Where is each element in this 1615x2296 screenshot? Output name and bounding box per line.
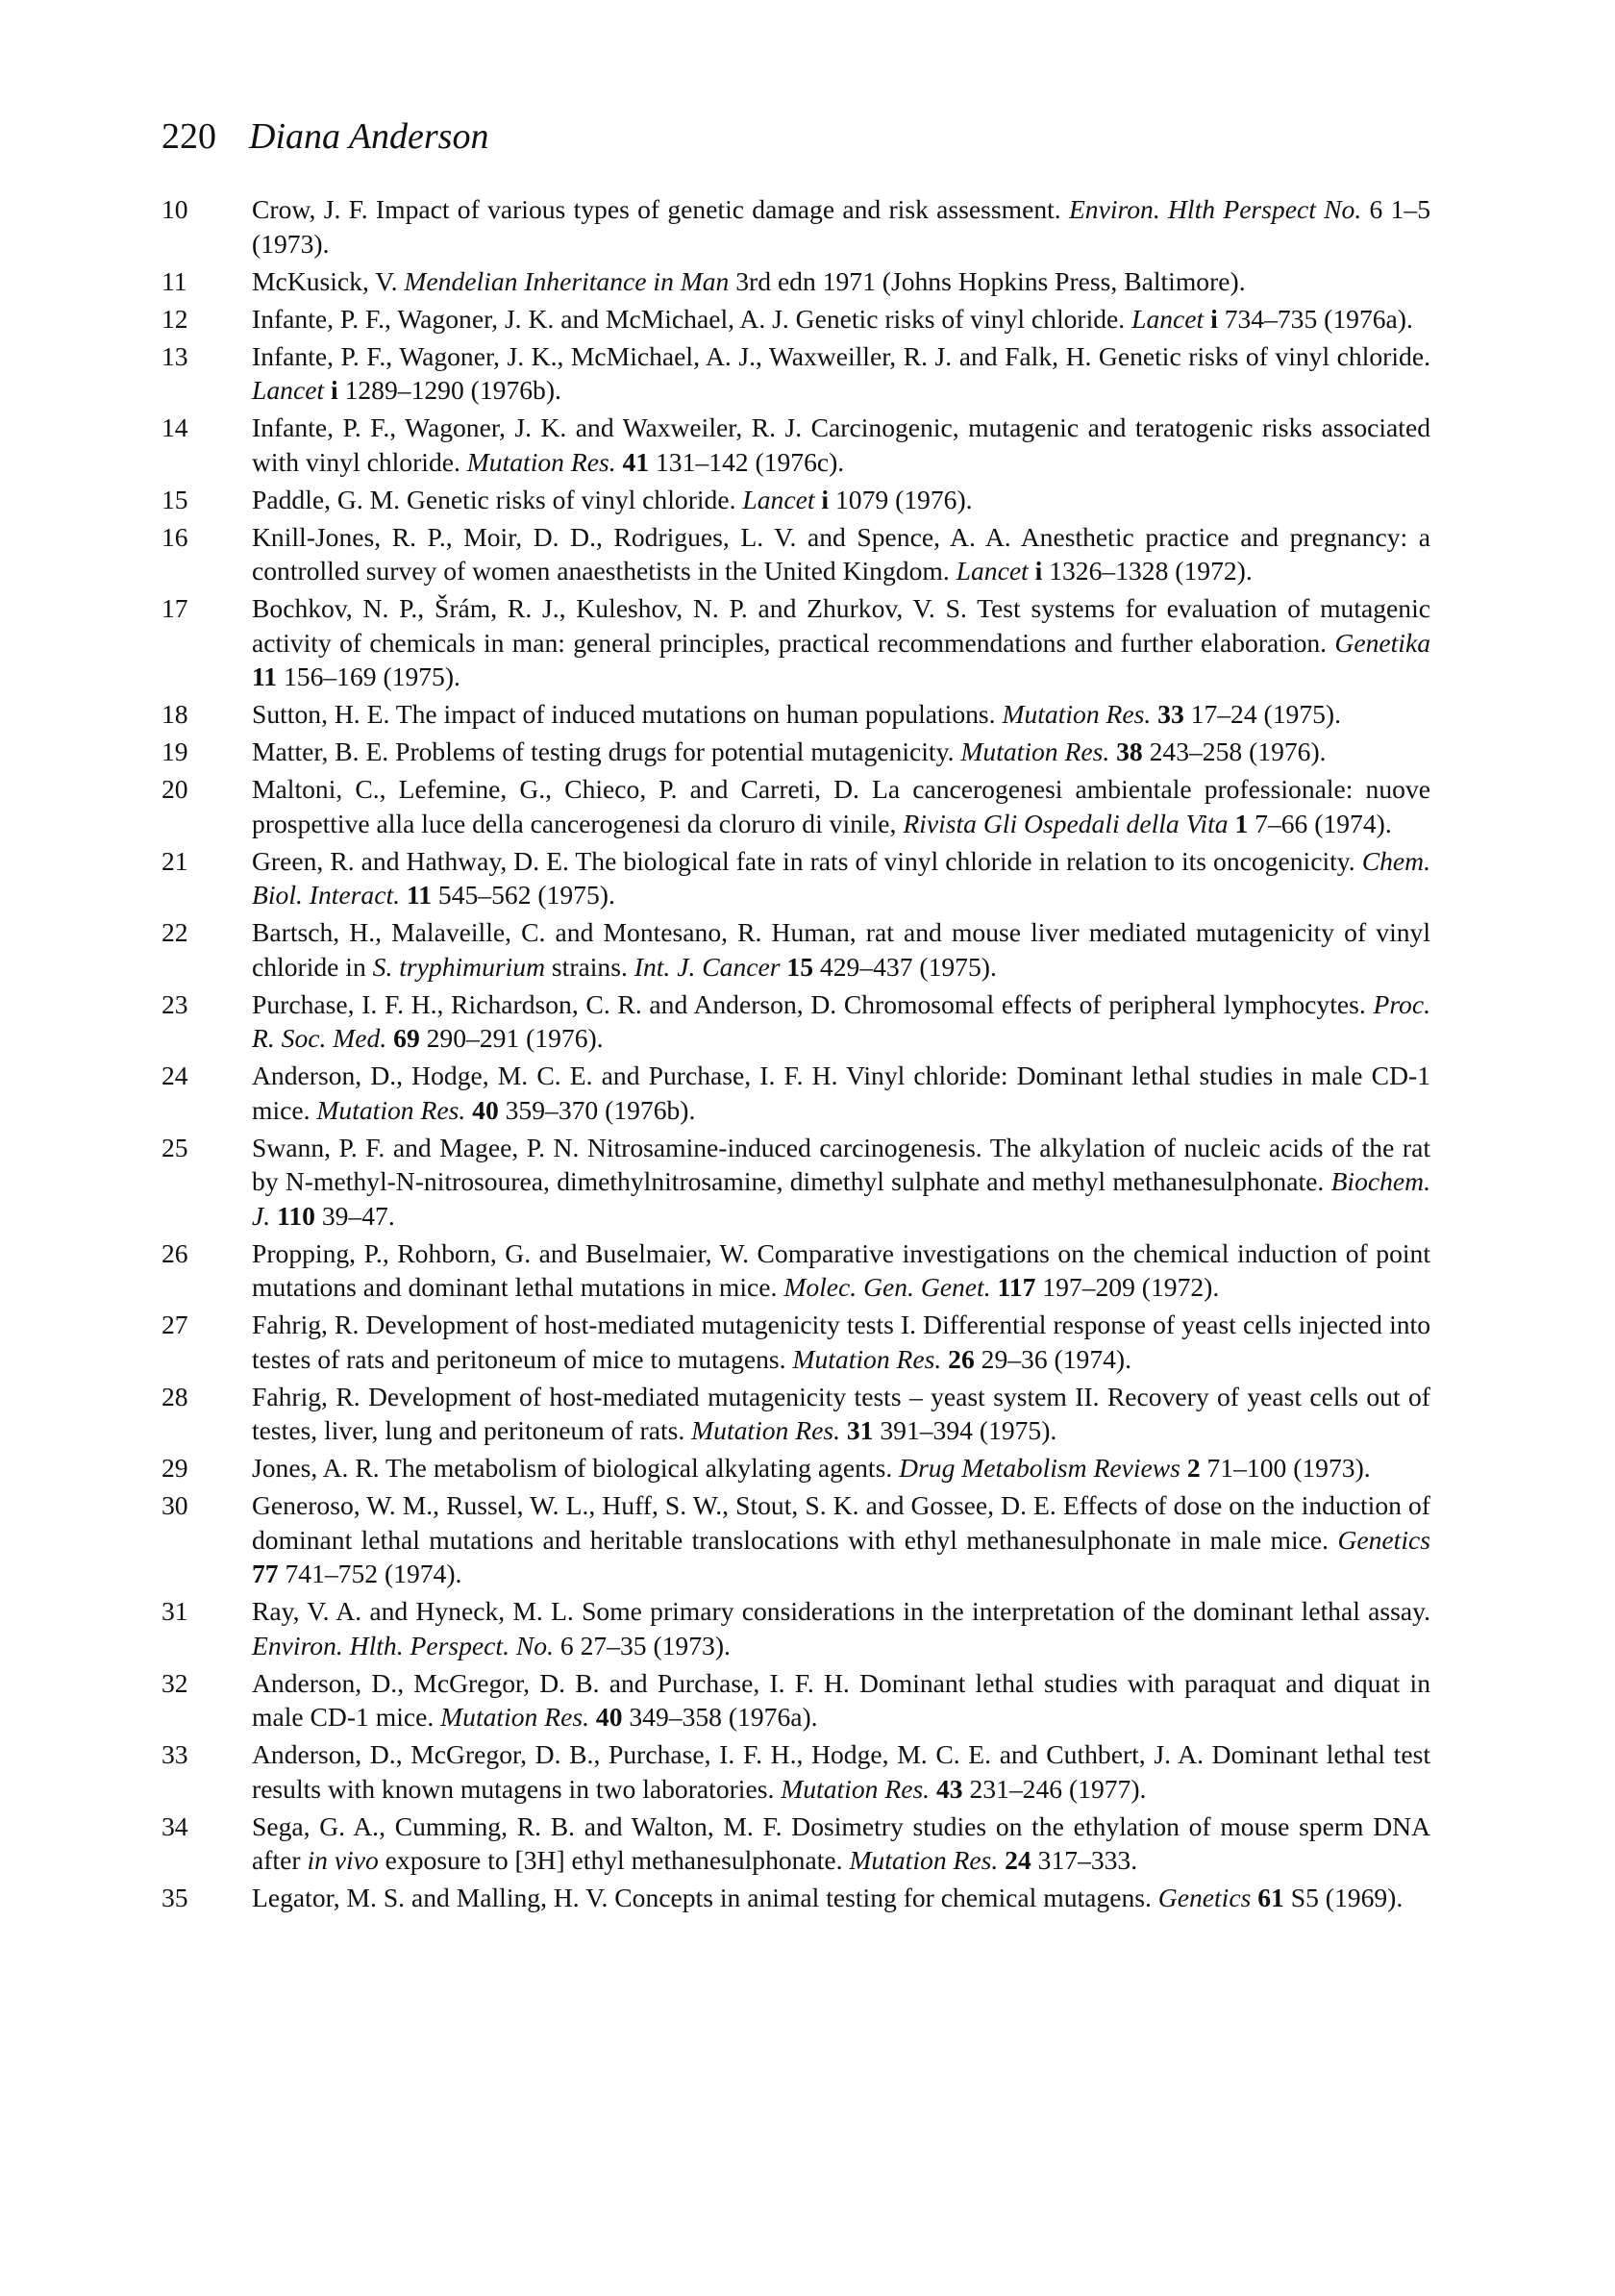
reference-text	[252, 591, 1430, 694]
reference-text	[252, 1488, 1430, 1591]
reference-volume: 11	[406, 880, 433, 910]
reference-journal: Rivista Gli Ospedali della Vita	[903, 808, 1229, 838]
reference-journal: Mutation Res.	[691, 1415, 840, 1445]
reference-item	[162, 302, 1430, 337]
reference-item	[162, 844, 1430, 912]
reference-number: 16	[162, 521, 188, 552]
reference-text	[252, 483, 1430, 517]
reference-text-run: Swann, P. F. and Magee, P. N. Nitrosamine-induced carcinogenesis. The alkylation of nucleic acids of the rat by N-methyl-N-nitrosourea, dimethylnitrosamine, dimethyl sulphate and methyl methanesulphonate.	[252, 1132, 1430, 1196]
reference-journal: Lancet	[742, 484, 815, 514]
reference-text-run: Infante, P. F., Wagoner, J. K., McMichael, A. J., Waxweiller, R. J. and Falk, H. Genetic risks of vinyl chloride.	[252, 340, 1430, 371]
reference-text	[252, 1666, 1430, 1734]
reference-text-run: 71–100 (1973).	[1200, 1453, 1371, 1483]
reference-volume: 11	[252, 661, 278, 691]
reference-volume: 69	[393, 1023, 420, 1053]
reference-text-run: 359–370 (1976b).	[498, 1094, 696, 1125]
reference-journal: Mutation Res.	[849, 1845, 999, 1875]
reference-journal: Mutation Res.	[466, 446, 616, 477]
reference-text-run: 156–169 (1975).	[277, 661, 460, 691]
reference-journal: S. tryphimurium	[372, 951, 546, 982]
reference-item	[162, 1881, 1430, 1915]
reference-volume: i	[1210, 303, 1218, 334]
reference-journal: Genetics	[1337, 1524, 1430, 1555]
reference-text-run: Propping, P., Rohborn, G. and Buselmaier, W. Comparative investigations on the chemical induction of point mutations and dominant lethal mutations in mice.	[252, 1237, 1430, 1302]
reference-text-run: Crow, J. F. Impact of various types of genetic damage and risk assessment.	[252, 194, 1069, 224]
reference-text-run	[991, 1272, 998, 1302]
reference-number: 25	[162, 1132, 188, 1162]
running-head-author: Diana Anderson	[249, 116, 489, 157]
reference-text-run: exposure to [3H] ethyl methanesulphonate.	[378, 1845, 850, 1875]
reference-text	[252, 1059, 1430, 1127]
reference-item	[162, 1488, 1430, 1591]
reference-text	[252, 1308, 1430, 1376]
reference-journal: Environ. Hlth. Perspect. No.	[252, 1630, 554, 1660]
reference-text-run: 197–209 (1972).	[1035, 1272, 1220, 1302]
reference-item	[162, 735, 1430, 769]
reference-number: 20	[162, 774, 188, 804]
reference-number: 34	[162, 1810, 188, 1841]
reference-text	[252, 697, 1430, 732]
reference-text-run	[1180, 1453, 1187, 1483]
reference-number: 32	[162, 1667, 188, 1698]
reference-number: 12	[162, 303, 188, 334]
reference-text-run	[589, 1702, 596, 1732]
reference-text-run: 39–47.	[314, 1200, 395, 1231]
reference-journal: Lancet	[956, 556, 1029, 586]
reference-text-run: Sega, G. A., Cumming, R. B. and Walton, M. F. Dosimetry studies on the ethylation of mouse sperm DNA after	[252, 1810, 1430, 1875]
reference-item	[162, 1131, 1430, 1234]
reference-volume: 15	[786, 951, 814, 982]
reference-text	[252, 1131, 1430, 1234]
reference-text-run: Generoso, W. M., Russel, W. L., Huff, S. W., Stout, S. K. and Gossee, D. E. Effects of dose on the induction of dominant lethal mutations and heritable translocations with ethyl methanesulphonate in male mice.	[252, 1490, 1430, 1555]
reference-text-run: Bartsch, H., Malaveille, C. and Montesano, R. Human, rat and mouse liver mediated mutagenicity of vinyl chloride in	[252, 917, 1430, 982]
reference-text-run: Knill-Jones, R. P., Moir, D. D., Rodrigues, L. V. and Spence, A. A. Anesthetic practice and pregnancy: a controlled survey of women anaesthetists in the United Kingdom.	[252, 521, 1430, 586]
reference-journal: Mutation Res.	[781, 1773, 931, 1804]
reference-text	[252, 192, 1430, 261]
reference-volume: i	[821, 484, 830, 514]
reference-item	[162, 591, 1430, 694]
reference-item	[162, 1236, 1430, 1305]
reference-journal: Proc. R. Soc. Med.	[252, 988, 1430, 1053]
reference-number: 30	[162, 1490, 188, 1520]
reference-item	[162, 483, 1430, 517]
reference-text-run: 231–246 (1977).	[962, 1773, 1147, 1804]
reference-text	[252, 1451, 1430, 1485]
reference-volume: 31	[846, 1415, 874, 1445]
reference-item	[162, 339, 1430, 408]
reference-item	[162, 411, 1430, 479]
reference-text-run: 131–142 (1976c).	[649, 446, 845, 477]
reference-journal: Biochem. J.	[252, 1166, 1430, 1231]
reference-number: 11	[162, 265, 187, 296]
reference-text-run: Legator, M. S. and Malling, H. V. Concepts in animal testing for chemical mutagens.	[252, 1883, 1158, 1912]
reference-text-run	[930, 1774, 936, 1804]
reference-item	[162, 1737, 1430, 1806]
reference-text	[252, 987, 1430, 1056]
reference-text	[252, 735, 1430, 769]
reference-number: 10	[162, 194, 188, 224]
reference-volume: 77	[252, 1559, 279, 1588]
reference-text-run: strains.	[545, 951, 634, 982]
reference-text-run: Ray, V. A. and Hyneck, M. L. Some primary considerations in the interpretation of the dominant lethal assay.	[252, 1596, 1430, 1626]
reference-text-run: Infante, P. F., Wagoner, J. K. and Waxweiler, R. J. Carcinogenic, mutagenic and teratogenic risks associated with vinyl chloride.	[252, 412, 1430, 477]
reference-volume: i	[1034, 556, 1043, 586]
reference-text-run: 317–333.	[1031, 1845, 1138, 1875]
reference-text-run	[324, 375, 331, 405]
reference-number: 22	[162, 917, 188, 947]
reference-item	[162, 264, 1430, 299]
reference-volume: 26	[948, 1343, 975, 1374]
reference-text-run: 429–437 (1975).	[813, 951, 997, 982]
reference-text-run: 741–752 (1974).	[278, 1559, 462, 1588]
reference-journal: Molec. Gen. Genet.	[783, 1272, 991, 1302]
reference-text	[252, 915, 1430, 984]
reference-text-run	[400, 880, 407, 910]
reference-item	[162, 1594, 1430, 1662]
reference-text	[252, 264, 1430, 299]
reference-item	[162, 1059, 1430, 1127]
reference-text-run: 6 27–35 (1973).	[553, 1630, 731, 1660]
reference-text-run: Green, R. and Hathway, D. E. The biological fate in rats of vinyl chloride in relation to its oncogenicity.	[252, 845, 1362, 876]
reference-item	[162, 772, 1430, 840]
reference-text	[252, 339, 1430, 408]
reference-text	[252, 1594, 1430, 1662]
reference-item	[162, 520, 1430, 588]
reference-text-run: 3rd edn 1971 (Johns Hopkins Press, Baltimore).	[729, 265, 1246, 296]
reference-text	[252, 411, 1430, 479]
reference-text	[252, 1236, 1430, 1305]
reference-volume: 43	[935, 1773, 963, 1804]
reference-text-run: 734–735 (1976a).	[1217, 303, 1413, 334]
reference-journal: Genetika	[1334, 627, 1430, 658]
reference-list	[162, 192, 1430, 1918]
reference-journal: Int. J. Cancer	[634, 951, 781, 982]
reference-text-run: 349–358 (1976a).	[622, 1702, 818, 1732]
reference-volume: 117	[997, 1272, 1036, 1302]
reference-number: 29	[162, 1453, 188, 1483]
reference-text-run: Maltoni, C., Lefemine, G., Chieco, P. and Carreti, D. La cancerogenesi ambientale professionale: nuove prospettive alla luce della cancerogenesi da cloruro di vinile,	[252, 774, 1430, 838]
reference-volume: 2	[1186, 1453, 1201, 1483]
reference-volume: i	[331, 375, 338, 405]
reference-text-run: Anderson, D., McGregor, D. B., Purchase, I. F. H., Hodge, M. C. E. and Cuthbert, J. A. Dominant lethal test results with known mutagens in two laboratories.	[252, 1739, 1430, 1804]
reference-journal: Genetics	[1157, 1883, 1252, 1912]
reference-text-run: Bochkov, N. P., Šrám, R. J., Kuleshov, N. P. and Zhurkov, V. S. Test systems for evaluation of mutagenic activity of chemicals in man: general principles, practical recommendations and further elaboration.	[252, 593, 1430, 658]
reference-volume: 110	[277, 1200, 315, 1231]
reference-text-run: 29–36 (1974).	[974, 1343, 1132, 1374]
reference-text-run	[840, 1415, 847, 1445]
reference-item	[162, 1809, 1430, 1878]
reference-number: 15	[162, 484, 188, 514]
page-number: 220	[162, 116, 216, 157]
reference-number: 14	[162, 412, 188, 442]
reference-volume: 40	[595, 1702, 623, 1732]
running-head	[162, 113, 488, 160]
reference-number: 33	[162, 1739, 188, 1769]
reference-text-run: Purchase, I. F. H., Richardson, C. R. and Anderson, D. Chromosomal effects of peripheral lymphocytes.	[252, 988, 1374, 1019]
reference-volume: 33	[1157, 699, 1184, 729]
reference-number: 19	[162, 736, 188, 766]
reference-text-run: McKusick, V.	[252, 265, 405, 296]
reference-number: 24	[162, 1061, 188, 1090]
reference-item	[162, 1380, 1430, 1448]
reference-text-run: Sutton, H. E. The impact of induced mutations on human populations.	[252, 699, 1003, 729]
reference-text	[252, 1380, 1430, 1448]
reference-number: 28	[162, 1381, 188, 1411]
reference-journal: Mutation Res.	[316, 1094, 466, 1125]
reference-number: 18	[162, 699, 188, 729]
reference-volume: 40	[472, 1094, 499, 1125]
reference-number: 13	[162, 340, 188, 371]
reference-text	[252, 302, 1430, 337]
reference-text-run: 290–291 (1976).	[419, 1023, 604, 1053]
reference-text-run: Fahrig, R. Development of host-mediated mutagenicity tests – yeast system II. Recovery of yeast cells out of testes, liver, lung and peritoneum of rats.	[252, 1381, 1430, 1445]
reference-journal: Mendelian Inheritance in Man	[404, 265, 730, 296]
reference-text-run: Matter, B. E. Problems of testing drugs for potential mutagenicity.	[252, 736, 961, 766]
reference-volume: 38	[1116, 736, 1143, 766]
reference-number: 17	[162, 593, 188, 623]
reference-text-run: 7–66 (1974).	[1248, 808, 1392, 838]
reference-volume: 61	[1257, 1883, 1284, 1912]
reference-item	[162, 1308, 1430, 1376]
reference-journal: Drug Metabolism Reviews	[899, 1453, 1180, 1483]
reference-text-run: Fahrig, R. Development of host-mediated mutagenicity tests I. Differential response of yeast cells injected into testes of rats and peritoneum of mice to mutagens.	[252, 1310, 1430, 1374]
reference-number: 31	[162, 1596, 188, 1626]
reference-text-run	[616, 447, 623, 477]
reference-journal: Lancet	[252, 375, 325, 405]
reference-item	[162, 697, 1430, 732]
reference-number: 26	[162, 1237, 188, 1268]
reference-volume: 1	[1234, 808, 1249, 838]
reference-journal: in vivo	[307, 1845, 379, 1875]
reference-text-run: 391–394 (1975).	[873, 1415, 1057, 1445]
reference-text	[252, 772, 1430, 840]
reference-text-run: 6 1–5 (1973).	[252, 194, 1430, 259]
reference-text-run: Anderson, D., McGregor, D. B. and Purchase, I. F. H. Dominant lethal studies with paraquat and diquat in male CD-1 mice.	[252, 1667, 1430, 1732]
reference-text-run: S5 (1969).	[1283, 1883, 1404, 1912]
reference-text-run: 17–24 (1975).	[1183, 699, 1342, 729]
reference-item	[162, 987, 1430, 1056]
reference-text-run: 1289–1290 (1976b).	[337, 375, 561, 405]
reference-text-run: 1326–1328 (1972).	[1042, 556, 1253, 586]
reference-text-run: Jones, A. R. The metabolism of biological alkylating agents.	[252, 1453, 900, 1483]
reference-volume: 41	[622, 446, 650, 477]
reference-text	[252, 1737, 1430, 1806]
reference-text-run: 545–562 (1975).	[432, 880, 615, 910]
reference-item	[162, 1666, 1430, 1734]
reference-text-run	[1029, 556, 1035, 586]
reference-text-run: Paddle, G. M. Genetic risks of vinyl chloride.	[252, 484, 743, 514]
reference-volume: 24	[1005, 1845, 1031, 1875]
reference-text	[252, 1809, 1430, 1878]
reference-number: 21	[162, 845, 188, 876]
reference-journal: Environ. Hlth Perspect No.	[1068, 194, 1362, 224]
reference-item	[162, 915, 1430, 984]
reference-text	[252, 520, 1430, 588]
reference-journal: Mutation Res.	[792, 1343, 942, 1374]
reference-number: 35	[162, 1883, 188, 1912]
reference-journal: Lancet	[1131, 303, 1205, 334]
reference-journal: Mutation Res.	[960, 736, 1110, 766]
reference-journal: Mutation Res.	[1002, 699, 1152, 729]
reference-item	[162, 1451, 1430, 1485]
reference-number: 27	[162, 1310, 188, 1339]
reference-text	[252, 844, 1430, 912]
reference-text-run: 1079 (1976).	[829, 484, 973, 514]
reference-text-run: Infante, P. F., Wagoner, J. K. and McMichael, A. J. Genetic risks of vinyl chloride.	[252, 303, 1132, 334]
reference-journal: Chem. Biol. Interact.	[252, 845, 1430, 910]
reference-number: 23	[162, 988, 188, 1019]
reference-text-run: Anderson, D., Hodge, M. C. E. and Purchase, I. F. H. Vinyl chloride: Dominant lethal studies in male CD-1 mice.	[252, 1061, 1430, 1125]
reference-text	[252, 1881, 1430, 1915]
reference-journal: Mutation Res.	[440, 1702, 589, 1732]
reference-item	[162, 192, 1430, 261]
reference-text-run: 243–258 (1976).	[1142, 736, 1327, 766]
